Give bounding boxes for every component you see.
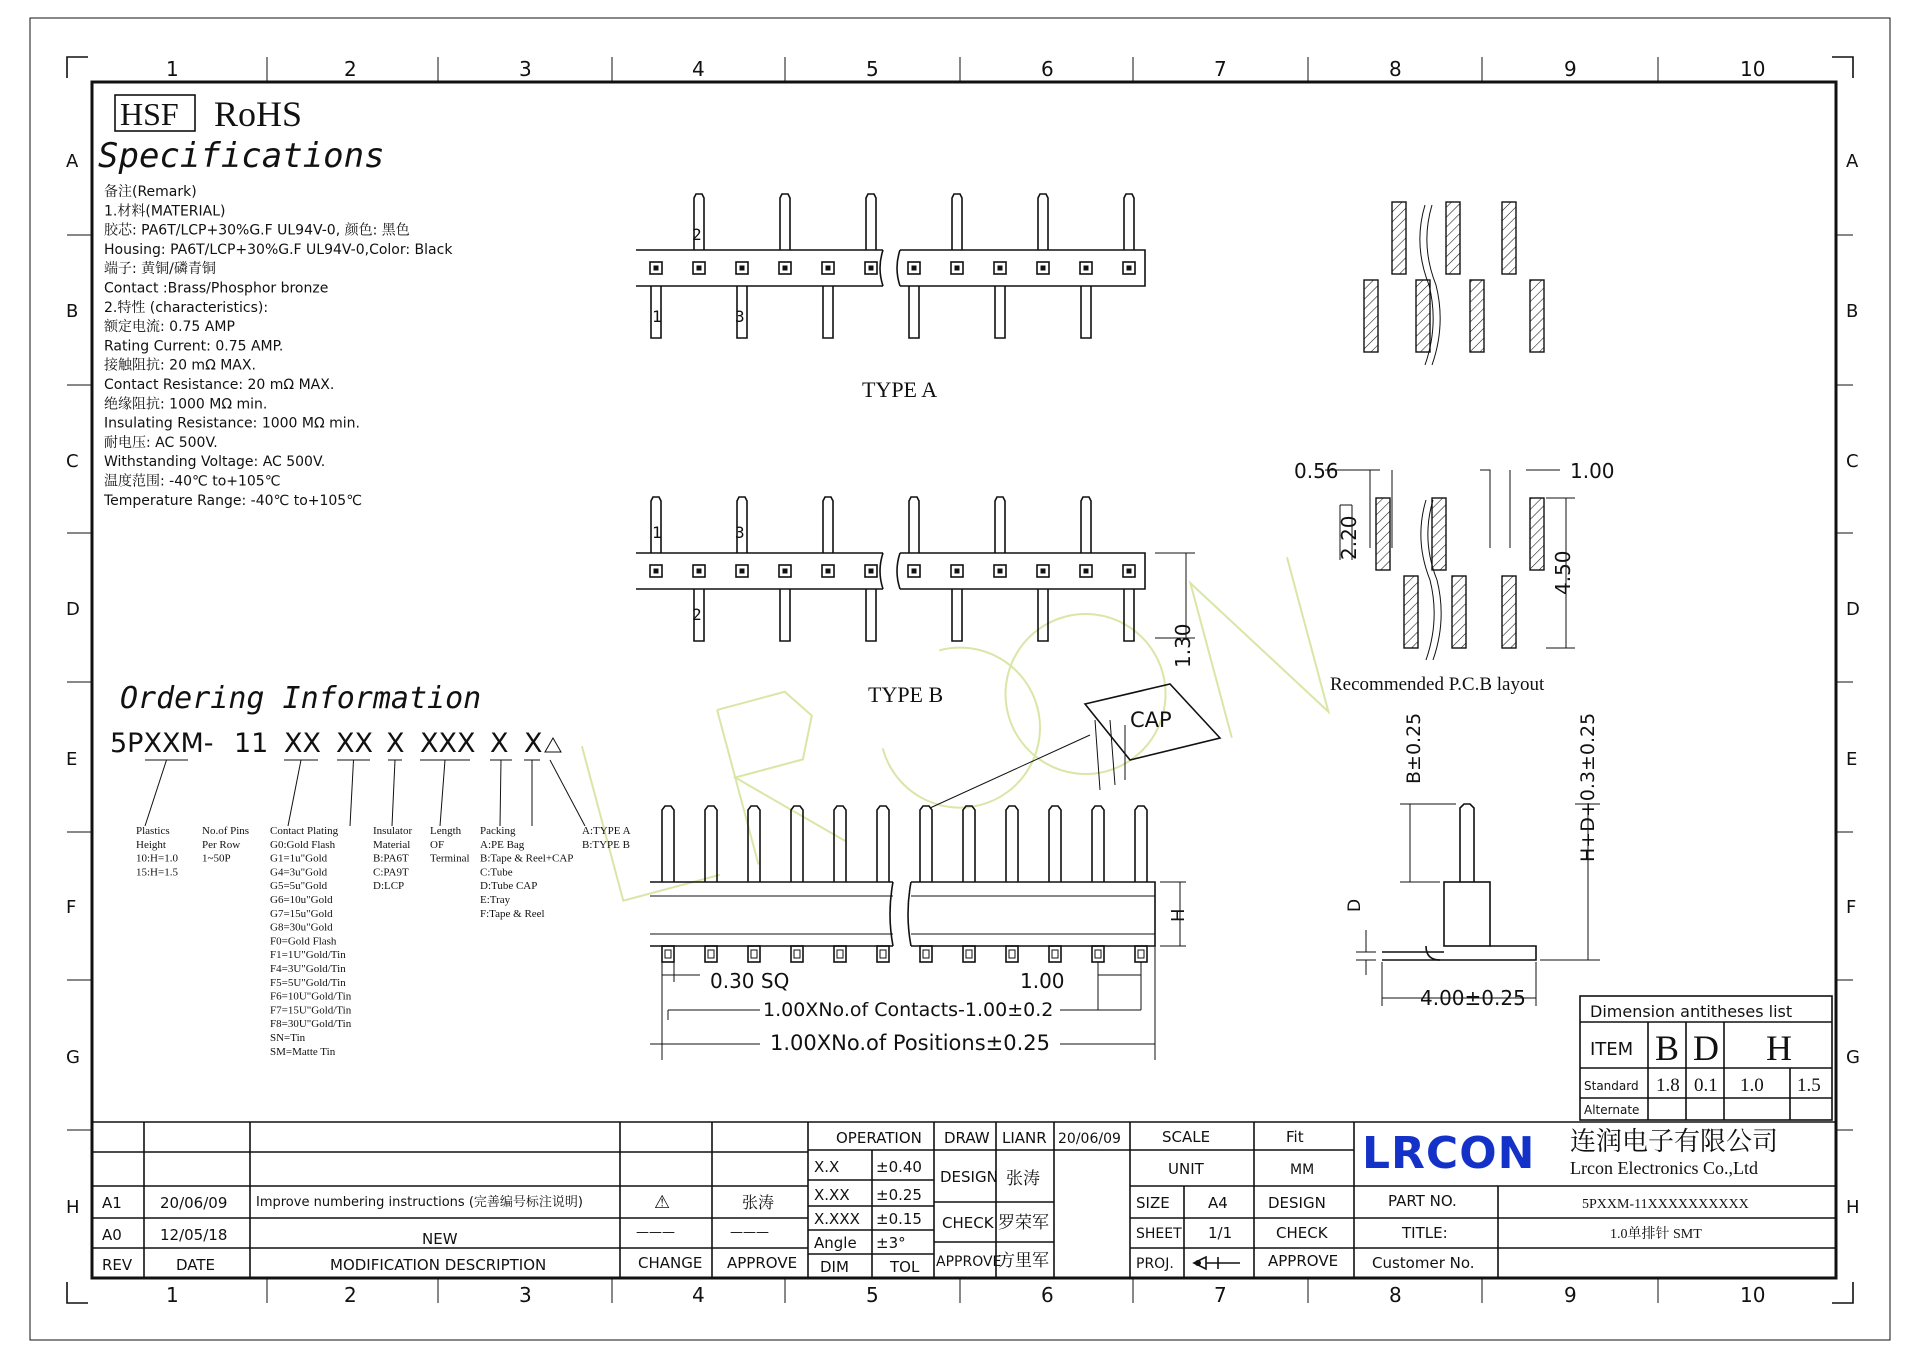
legend-plating: F0=Gold Flash <box>270 935 337 948</box>
legend-insulator: D:LCP <box>373 880 405 893</box>
type-a-drawing <box>636 194 1145 338</box>
operation-label: OPERATION <box>836 1129 922 1147</box>
col-label-top: 3 <box>519 57 532 81</box>
remark-line: 耐电压: AC 500V. <box>104 434 218 451</box>
customer-no-label: Customer No. <box>1372 1254 1475 1272</box>
col-label-bottom: 8 <box>1389 1283 1402 1307</box>
row-label-left: F <box>66 897 77 918</box>
legend-insulator: Material <box>373 838 411 851</box>
type-b-drawing <box>636 497 1145 641</box>
sheet-value: 1/1 <box>1208 1224 1233 1242</box>
inner-border <box>92 82 1836 1278</box>
remark-line: 胶芯: PA6T/LCP+30%G.F UL94V-0, 颜色: 黑色 <box>104 222 410 239</box>
cap-label: CAP <box>1130 708 1172 732</box>
dim-table-h: H <box>1766 1028 1792 1068</box>
tolerance-value: ±3° <box>876 1234 906 1252</box>
remark-line: 绝缘阻抗: 1000 MΩ min. <box>104 396 268 413</box>
col-label-top: 9 <box>1564 57 1577 81</box>
row-label-right: B <box>1846 301 1859 322</box>
pcb-layout-top <box>1364 202 1544 365</box>
legend-pins: No.of Pins <box>202 825 250 837</box>
draw-label: DRAW <box>944 1129 990 1147</box>
dim-table-item: ITEM <box>1590 1039 1634 1060</box>
col-label-top: 8 <box>1389 57 1402 81</box>
part-no-label: PART NO. <box>1388 1192 1457 1210</box>
legend-packing: B:Tape & Reel+CAP <box>480 852 574 865</box>
dim-pitch: 1.00 <box>1020 969 1065 993</box>
row-labels-left <box>66 151 80 1218</box>
pcb-dim-1-00: 1.00 <box>1570 459 1615 483</box>
remark-line: Withstanding Voltage: AC 500V. <box>104 454 326 471</box>
remark-line: 接触阻抗: 20 mΩ MAX. <box>104 357 256 374</box>
ordering-code-part: XX <box>336 728 373 759</box>
col-label-top: 6 <box>1041 57 1054 81</box>
approve2-label: APPROVE <box>1268 1252 1339 1270</box>
rev-a0-desc: NEW <box>422 1230 458 1248</box>
rev-header-change: CHANGE <box>638 1254 703 1272</box>
part-no-value: 5PXXM-11XXXXXXXXXX <box>1582 1197 1749 1212</box>
scale-value: Fit <box>1286 1128 1304 1146</box>
tolerance-dim: Angle <box>814 1234 857 1252</box>
legend-plating: G1=1u"Gold <box>270 852 328 865</box>
tolerance-table <box>814 1158 922 1252</box>
row-label-left: A <box>66 151 79 172</box>
legend-length: Terminal <box>430 852 470 865</box>
col-label-bottom: 4 <box>692 1283 705 1307</box>
tolerance-dim: X.XX <box>814 1186 850 1204</box>
remark-line: Housing: PA6T/LCP+30%G.F UL94V-0,Color: Black <box>104 241 453 258</box>
legend-plating: F8=30U"Gold/Tin <box>270 1018 352 1031</box>
pcb-dim-0-56: 0.56 <box>1294 459 1339 483</box>
company-name-cn: 连润电子有限公司 <box>1570 1127 1779 1157</box>
ordering-legend <box>136 825 631 1058</box>
dim-table-d: D <box>1693 1028 1719 1068</box>
design-name: 张涛 <box>1006 1169 1040 1189</box>
row-label-right: F <box>1846 897 1857 918</box>
col-label-top: 2 <box>344 57 357 81</box>
col-label-bottom: 7 <box>1214 1283 1227 1307</box>
remark-line: Contact :Brass/Phosphor bronze <box>104 280 329 297</box>
dim-h: H <box>1168 908 1189 922</box>
legend-plating: G8=30u"Gold <box>270 921 333 934</box>
title-label: TITLE: <box>1402 1224 1448 1242</box>
ordering-code-part: 11 <box>234 728 269 759</box>
legend-length: Length <box>430 825 462 837</box>
rev-a1-date: 20/06/09 <box>160 1194 228 1212</box>
legend-height: 15:H=1.5 <box>136 866 178 879</box>
col-label-top: 4 <box>692 57 705 81</box>
dim-table-std-h2: 1.5 <box>1797 1075 1821 1096</box>
size-value: A4 <box>1208 1194 1228 1212</box>
col-label-top: 7 <box>1214 57 1227 81</box>
legend-pins: Per Row <box>202 838 241 851</box>
row-label-right: A <box>1846 151 1859 172</box>
legend-packing: D:Tube CAP <box>480 880 538 893</box>
legend-height: 10:H=1.0 <box>136 852 178 865</box>
legend-plating: G5=5u"Gold <box>270 880 328 893</box>
rev-header-approve: APPROVE <box>727 1254 798 1272</box>
legend-plating: G4=3u"Gold <box>270 866 328 879</box>
check2-label: CHECK <box>1276 1224 1328 1242</box>
col-label-top: 10 <box>1740 57 1766 81</box>
rev-header-desc: MODIFICATION DESCRIPTION <box>330 1256 547 1274</box>
remark-line: 温度范围: -40℃ to+105℃ <box>104 473 281 490</box>
side-dim-hd: H+D+0.3±0.25 <box>1577 712 1599 862</box>
rev-a0: A0 <box>102 1226 122 1244</box>
ordering-code-part: XX <box>284 728 321 759</box>
legend-insulator: C:PA9T <box>373 866 409 879</box>
legend-type: A:TYPE A <box>582 825 631 837</box>
legend-packing: Packing <box>480 825 516 837</box>
col-label-bottom: 1 <box>166 1283 179 1307</box>
tolerance-dim: X.X <box>814 1158 840 1176</box>
dim-table-alternate: Alternate <box>1584 1103 1640 1117</box>
remarks-block <box>103 184 453 509</box>
legend-packing: F:Tape & Reel <box>480 907 545 920</box>
rev-a1-change: ⚠ <box>654 1192 671 1213</box>
rev-a1: A1 <box>102 1194 122 1212</box>
pcb-caption: Recommended P.C.B layout <box>1330 674 1545 695</box>
row-label-left: B <box>66 301 79 322</box>
specs-title: Specifications <box>98 136 385 176</box>
ordering-code-part: 5PXXM- <box>110 728 214 759</box>
col-label-bottom: 9 <box>1564 1283 1577 1307</box>
dim-positions: 1.00XNo.of Positions±0.25 <box>770 1031 1050 1055</box>
company-logo: LRCON <box>1362 1128 1536 1179</box>
legend-insulator: Insulator <box>373 825 413 837</box>
legend-plating: SN=Tin <box>270 1032 306 1044</box>
type-a-pin1: 1 <box>652 307 662 326</box>
col-label-bottom: 3 <box>519 1283 532 1307</box>
side-dim-b: B±0.25 <box>1403 712 1425 784</box>
column-labels-bottom <box>166 1283 1765 1307</box>
legend-plating: G0:Gold Flash <box>270 838 336 851</box>
size-label: SIZE <box>1136 1194 1170 1212</box>
tolerance-value: ±0.15 <box>876 1210 922 1228</box>
unit-label: UNIT <box>1168 1160 1204 1178</box>
side-dim-4-00: 4.00±0.25 <box>1420 986 1526 1010</box>
rohs-label: RoHS <box>214 94 303 134</box>
remark-line: Contact Resistance: 20 mΩ MAX. <box>104 377 335 393</box>
ordering-code-part: X <box>524 728 543 759</box>
type-b-pin3: 3 <box>735 523 745 542</box>
remark-line: Temperature Range: -40℃ to+105℃ <box>104 492 362 509</box>
side-dim-d: D <box>1345 898 1365 912</box>
side-view-drawing <box>1356 804 1600 1006</box>
column-labels-top <box>166 57 1765 81</box>
dim-label: DIM <box>820 1258 849 1276</box>
row-label-right: D <box>1846 599 1860 620</box>
scale-label: SCALE <box>1162 1128 1211 1146</box>
rev-a0-change: ——— <box>636 1225 675 1240</box>
legend-pins: 1~50P <box>202 852 231 865</box>
dim-table-std-d: 0.1 <box>1694 1075 1718 1096</box>
row-label-right: E <box>1846 749 1858 770</box>
company-name-en: Lrcon Electronics Co.,Ltd <box>1570 1158 1758 1178</box>
check-label: CHECK <box>942 1214 994 1232</box>
front-view-drawing <box>650 806 1186 1060</box>
check-name: 罗荣军 <box>998 1213 1049 1233</box>
legend-plating: Contact Plating <box>270 825 339 837</box>
pcb-layout-bottom <box>1376 498 1544 660</box>
dim-0-30-sq: 0.30 SQ <box>710 969 790 993</box>
legend-height: Plastics <box>136 825 170 837</box>
pcb-dim-4-50: 4.50 <box>1551 550 1575 595</box>
legend-plating: F7=15U"Gold/Tin <box>270 1004 352 1017</box>
col-label-bottom: 10 <box>1740 1283 1766 1307</box>
tol-label: TOL <box>890 1258 920 1276</box>
title-value: 1.0单排针 SMT <box>1610 1227 1702 1242</box>
ordering-code-part: X <box>490 728 509 759</box>
legend-plating: F1=1U"Gold/Tin <box>270 949 346 962</box>
type-a-pin2: 2 <box>692 225 702 244</box>
col-label-bottom: 6 <box>1041 1283 1054 1307</box>
unit-value: MM <box>1290 1162 1315 1178</box>
row-label-left: E <box>66 749 78 770</box>
tolerance-dim: X.XXX <box>814 1210 860 1228</box>
dim-table-std-b: 1.8 <box>1656 1075 1680 1096</box>
draw-name: LIANR <box>1002 1129 1047 1147</box>
ordering-code-part: XXX <box>420 728 476 759</box>
remark-line: 备注(Remark) <box>104 184 197 200</box>
rev-header-date: DATE <box>176 1256 216 1274</box>
rev-a0-date: 12/05/18 <box>160 1226 228 1244</box>
legend-type: B:TYPE B <box>582 838 630 851</box>
tolerance-value: ±0.40 <box>876 1158 922 1176</box>
legend-plating: G7=15u"Gold <box>270 907 333 920</box>
type-b-label: TYPE B <box>868 682 944 707</box>
col-label-bottom: 2 <box>344 1283 357 1307</box>
legend-height: Height <box>136 838 166 851</box>
design-label: DESIGN <box>940 1168 998 1186</box>
dim-table-std-h1: 1.0 <box>1740 1075 1764 1096</box>
remark-line: Insulating Resistance: 1000 MΩ min. <box>104 415 360 432</box>
projection-icon <box>1194 1257 1240 1269</box>
rev-a1-desc: Improve numbering instructions (完善编号标注说明) <box>256 1195 583 1210</box>
row-label-left: G <box>66 1047 80 1068</box>
ordering-title: Ordering Information <box>120 681 482 716</box>
row-label-left: H <box>66 1197 80 1218</box>
row-label-right: G <box>1846 1047 1860 1068</box>
approve-name: 方里军 <box>998 1251 1049 1271</box>
dim-1-30: 1.30 <box>1171 623 1195 668</box>
legend-plating: F6=10U"Gold/Tin <box>270 990 352 1003</box>
ordering-code-part: X <box>386 728 405 759</box>
type-b-pin1: 1 <box>652 523 662 542</box>
row-label-left: D <box>66 599 80 620</box>
legend-plating: F4=3U"Gold/Tin <box>270 963 346 975</box>
legend-packing: C:Tube <box>480 866 513 879</box>
legend-packing: A:PE Bag <box>480 838 525 851</box>
legend-plating: G6=10u"Gold <box>270 894 333 906</box>
remark-line: 额定电流: 0.75 AMP <box>104 319 235 336</box>
dim-contacts: 1.00XNo.of Contacts-1.00±0.2 <box>763 999 1054 1021</box>
remark-line: 1.材料(MATERIAL) <box>104 203 226 220</box>
remark-line: 2.特性 (characteristics): <box>104 299 269 316</box>
hsf-label: HSF <box>120 96 179 132</box>
dim-table-b: B <box>1655 1028 1680 1068</box>
row-labels-right <box>1846 151 1860 1218</box>
remark-line: 端子: 黄铜/磷青铜 <box>104 261 216 278</box>
dim-table-title: Dimension antitheses list <box>1590 1002 1793 1021</box>
dim-table-standard: Standard <box>1584 1079 1639 1093</box>
legend-plating: F5=5U"Gold/Tin <box>270 976 346 989</box>
tolerance-value: ±0.25 <box>876 1186 922 1204</box>
col-label-top: 5 <box>866 57 879 81</box>
draw-date: 20/06/09 <box>1058 1131 1121 1147</box>
col-label-bottom: 5 <box>866 1283 879 1307</box>
col-label-top: 1 <box>166 57 179 81</box>
sheet-label: SHEET <box>1136 1226 1182 1242</box>
row-label-left: C <box>66 451 79 472</box>
dimension-table <box>1580 996 1832 1120</box>
type-b-pin2: 2 <box>692 605 702 624</box>
legend-packing: E:Tray <box>480 894 511 906</box>
ordering-code <box>110 728 585 826</box>
type-a-label: TYPE A <box>862 377 938 402</box>
type-a-pin3: 3 <box>735 307 745 326</box>
row-label-right: C <box>1846 451 1859 472</box>
legend-length: OF <box>430 838 445 851</box>
approve-label: APPROVE <box>936 1254 1002 1270</box>
rev-a0-approve: ——— <box>730 1225 769 1240</box>
rev-header-rev: REV <box>102 1256 133 1274</box>
design2-label: DESIGN <box>1268 1194 1326 1212</box>
legend-insulator: B:PA6T <box>373 852 409 865</box>
remark-line: Rating Current: 0.75 AMP. <box>104 338 284 355</box>
row-label-right: H <box>1846 1197 1860 1218</box>
rev-a1-approve: 张涛 <box>742 1193 775 1212</box>
proj-label: PROJ. <box>1136 1256 1174 1272</box>
pcb-dim-2-20: 2.20 <box>1337 515 1361 560</box>
legend-plating: SM=Matte Tin <box>270 1045 336 1058</box>
